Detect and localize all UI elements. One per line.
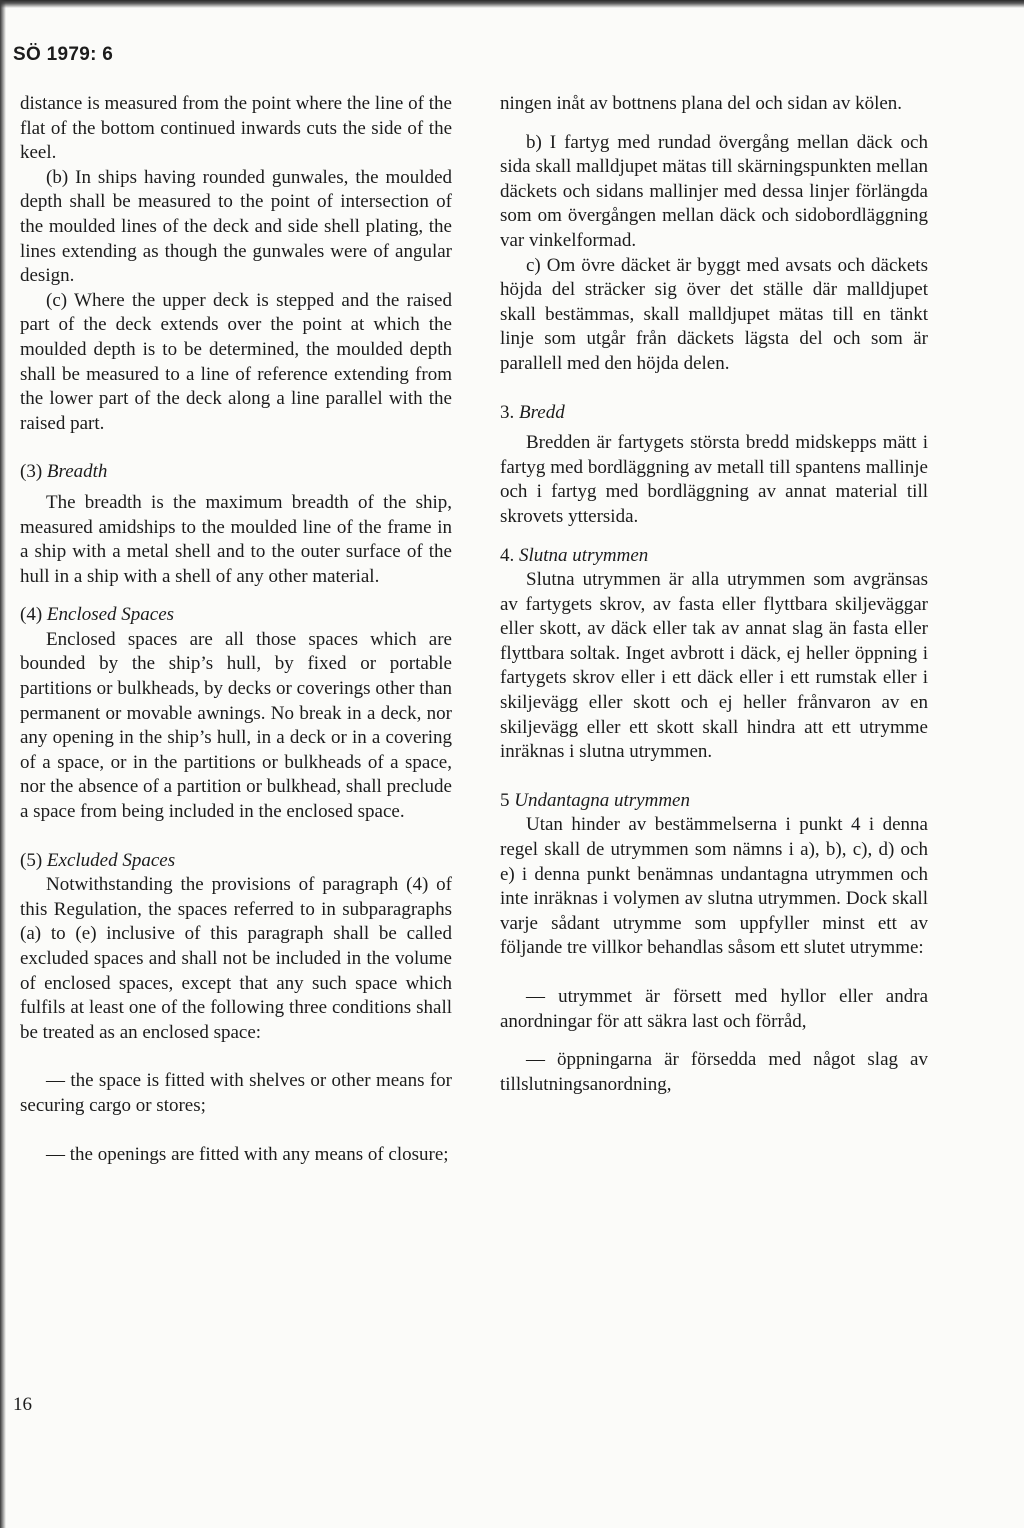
- sv-heading-number: 5: [500, 789, 515, 811]
- en-heading-title: Enclosed Spaces: [46, 604, 175, 626]
- en-enclosed-spaces-body: Enclosed spaces are all those spaces which are bounded by the ship’s hull, by fixed or portable partitions or bulkheads, by decks or coverings other than permanent or movable awnings. No break in a deck, nor any opening in the ship’s hull, in a deck or in a covering of a space, or in the partitions or bulkheads of a space, nor the absence of a partition or bulkhead, shall preclude a space from being included in the enclosed space.: [20, 628, 452, 823]
- sv-heading-bredd: [500, 401, 928, 426]
- sv-heading-number: 4.: [500, 544, 519, 566]
- sv-paragraph-c: c) Om övre däcket är byggt med avsats och däckets höjda del sträcker sig över det ställe där malldjupet skall bestämmas, skall malldjupet mätas till en tänkt linje som utgår från däckets lägsta del och som är parallell med den höjda delen.: [500, 254, 928, 374]
- en-condition-closure: — the openings are fitted with any means of closure;: [46, 1143, 449, 1165]
- en-heading-number: (4): [20, 604, 47, 626]
- en-paragraph-continuation: distance is measured from the point where the line of the flat of the bottom continued inwards cuts the side of the keel.: [20, 93, 452, 164]
- en-heading-title: Breadth: [46, 461, 108, 483]
- sv-slutna-utrymmen-body: Slutna utrymmen är alla utrymmen som avgränsas av fartygets skrov, av fasta eller flyttbara skiljeväggar eller skott, av däck eller tak av annat slag än fasta eller flyttbara soltak. Inget avbrott i däck, ej heller öppning i fartygets skrov eller i ett däck eller i ett rumstak eller i skiljevägg eller skott och ej heller frånvaron av en skiljevägg eller ett skott skall hindra att ett utrymme inräknas i slutna utrymmen.: [500, 569, 928, 763]
- en-heading-number: (3): [20, 461, 47, 483]
- en-heading-number: (5): [20, 849, 47, 871]
- sv-condition-tillslutning: — öppningarna är försedda med något slag av tillslutningsanordning,: [500, 1049, 928, 1095]
- english-column: [20, 92, 452, 1167]
- sv-condition-hyllor: — utrymmet är försett med hyllor eller andra anordningar för att säkra last och förråd,: [500, 986, 928, 1032]
- en-paragraph-b: (b) In ships having rounded gunwales, the moulded depth shall be measured to the point of intersection of the moulded lines of the deck and side shell plating, the lines extending as though the gunwales were of angular design.: [20, 166, 452, 287]
- en-heading-excluded-spaces: [20, 849, 452, 874]
- sv-heading-number: 3.: [500, 401, 519, 423]
- en-heading-title: Excluded Spaces: [46, 849, 176, 871]
- sv-heading-title: Undantagna utrymmen: [514, 789, 690, 811]
- sv-paragraph-continuation: ningen inåt av bottnens plana del och sidan av kölen.: [500, 93, 903, 114]
- sv-paragraph-b: b) I fartyg med rundad övergång mellan däck och sida skall malldjupet mätas till skärningspunkten mellan däckets och sidans mallinjer med dessa linjer förlängda som om övergången mellan däck och sidobordläggning var vinkelformad.: [500, 131, 928, 251]
- sv-bredd-body: Bredden är fartygets största bredd midskepps mätt i fartyg med bordläggning av metall till spantens mallinje och i fartyg med bordläggning av annat material till skrovets yttersida.: [500, 432, 928, 527]
- sv-heading-undantagna-utrymmen: [500, 789, 928, 814]
- scan-edge-top: [0, 0, 1024, 8]
- en-paragraph-c: (c) Where the upper deck is stepped and the raised part of the deck extends over the point at which the moulded depth is to be determined, the moulded depth shall be measured to a line of reference extending from the lower part of the deck along a line parallel with the raised part.: [20, 289, 452, 434]
- sv-heading-slutna-utrymmen: [500, 544, 928, 569]
- en-excluded-spaces-body: Notwithstanding the provisions of paragraph (4) of this Regulation, the spaces referred to in subparagraphs (a) to (e) inclusive of this paragraph shall be called excluded spaces and shall not be included in the volume of enclosed spaces, except that any such space which fulfils at least one of the following three conditions shall be treated as an enclosed space:: [20, 874, 452, 1043]
- sv-undantagna-utrymmen-body: Utan hinder av bestämmelserna i punkt 4 i denna regel skall de utrymmen som nämns i a), b), c), d) och e) i denna punkt benämnas undantagna utrymmen och inte inräknas i volymen av slutna utrymmen. Dock skall varje sådant utrymme som uppfyller minst ett av följande tre villkor behandlas såsom ett slutet utrymme:: [500, 814, 928, 959]
- sv-heading-title: Bredd: [519, 401, 565, 423]
- sv-heading-title: Slutna utrymmen: [519, 544, 649, 566]
- en-heading-breadth: [20, 460, 452, 485]
- en-breadth-body: The breadth is the maximum breadth of the ship, measured amidships to the moulded line of the frame in a ship with a metal shell and to the outer surface of the hull in a ship with a shell of any other material.: [20, 491, 452, 587]
- en-heading-enclosed-spaces: [20, 603, 452, 628]
- page-number: 16: [13, 1394, 32, 1415]
- scan-edge-left: [0, 0, 6, 1528]
- en-condition-shelves: — the space is fitted with shelves or other means for securing cargo or stores;: [20, 1070, 452, 1116]
- swedish-column: [500, 92, 928, 1097]
- running-head: SÖ 1979: 6: [13, 44, 114, 65]
